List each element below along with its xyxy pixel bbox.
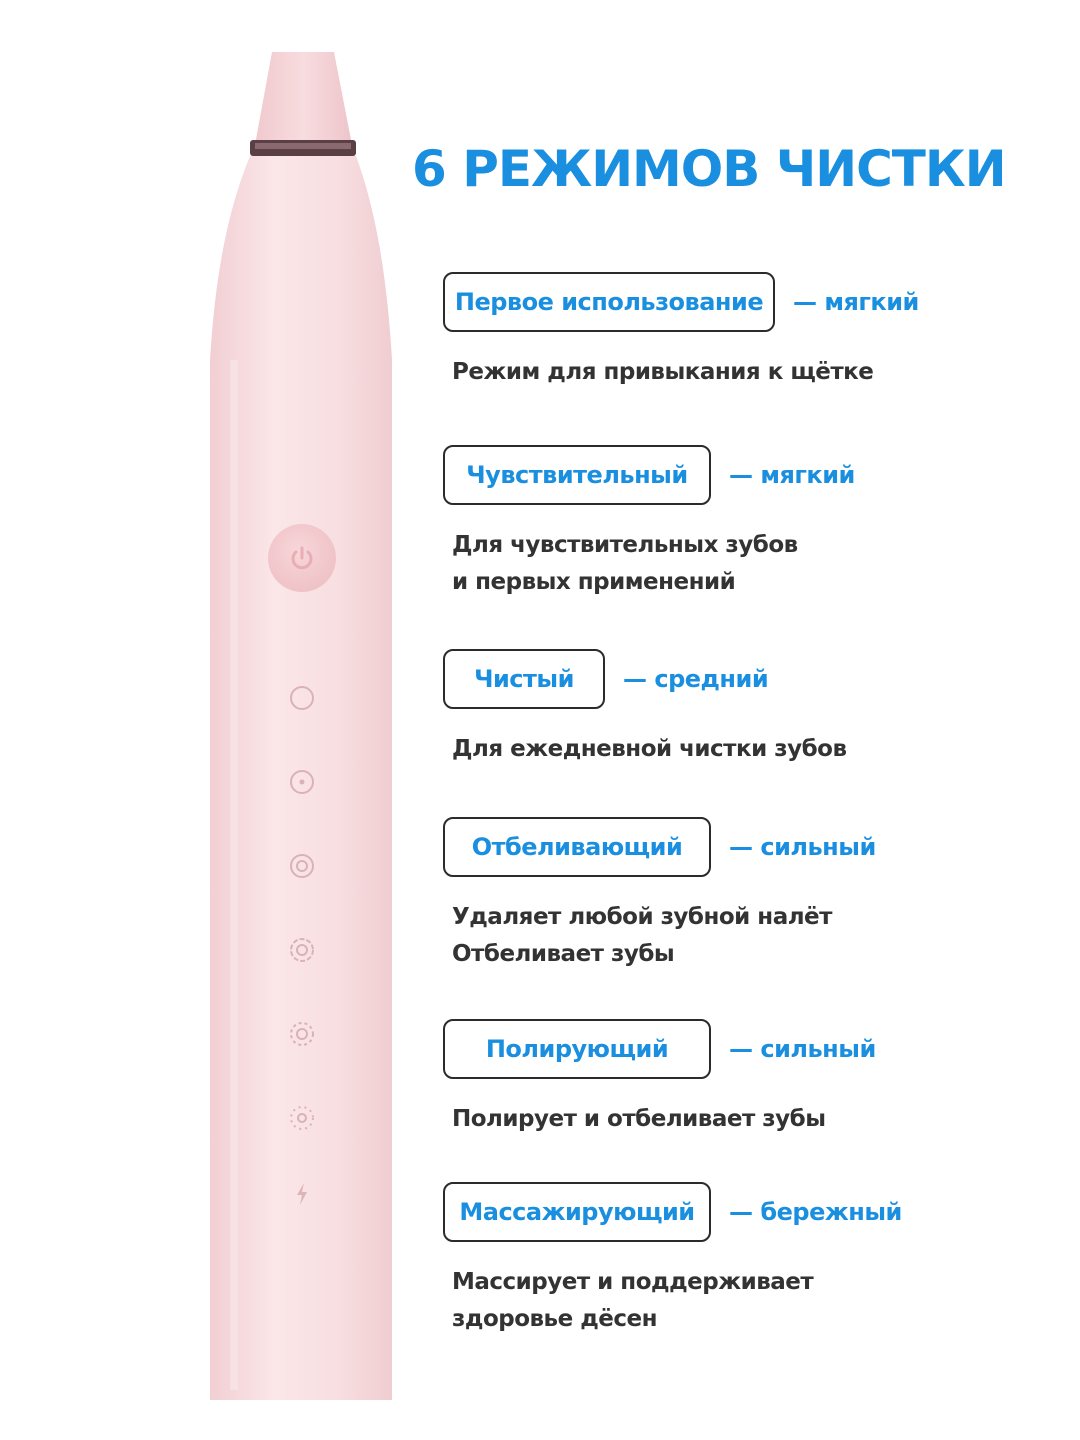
mode-description-line: Для ежедневной чистки зубов [452,736,847,762]
mode-button-first-use[interactable]: Первое использование [443,272,775,332]
charging-icon [284,1176,320,1212]
mode-description [443,1101,1043,1138]
mode-description-line: Массирует и поддерживает [452,1269,814,1295]
page-title: 6 РЕЖИМОВ ЧИСТКИ [412,140,1006,198]
mode-intensity: — мягкий [793,288,919,316]
mode-description-line: Для чувствительных зубов [452,532,798,558]
mode-button-sensitive[interactable]: Чувствительный [443,445,711,505]
mode-description [443,731,1043,768]
mode-button-massage[interactable]: Массажирующий [443,1182,711,1242]
mode-description-line: Режим для привыкания к щётке [452,359,874,385]
mode-item [443,1017,1043,1138]
power-icon[interactable] [284,540,320,576]
mode-2-icon [284,764,320,800]
mode-description-line: Отбеливает зубы [452,941,675,967]
mode-description-line: Удаляет любой зубной налёт [452,904,832,930]
mode-item [443,1180,1043,1338]
mode-description [443,899,1043,973]
mode-3-icon [284,848,320,884]
mode-1-icon [284,680,320,716]
mode-button-whitening[interactable]: Отбеливающий [443,817,711,877]
mode-4-icon [284,932,320,968]
mode-intensity: — средний [623,665,769,693]
toothbrush-body [0,0,400,1440]
mode-intensity: — мягкий [729,461,855,489]
mode-6-icon [284,1100,320,1136]
mode-item [443,647,1043,768]
toothbrush-illustration [0,0,400,1440]
mode-description [443,527,1043,601]
mode-intensity: — сильный [729,833,876,861]
mode-intensity: — бережный [729,1198,902,1226]
mode-description-line: и первых применений [452,569,736,595]
mode-item [443,443,1043,601]
mode-item [443,270,1043,391]
mode-button-clean[interactable]: Чистый [443,649,605,709]
mode-item [443,815,1043,973]
mode-5-icon [284,1016,320,1052]
mode-button-polishing[interactable]: Полирующий [443,1019,711,1079]
mode-description [443,1264,1043,1338]
mode-intensity: — сильный [729,1035,876,1063]
mode-description [443,354,1043,391]
mode-description-line: здоровье дёсен [452,1306,658,1332]
mode-description-line: Полирует и отбеливает зубы [452,1106,826,1132]
